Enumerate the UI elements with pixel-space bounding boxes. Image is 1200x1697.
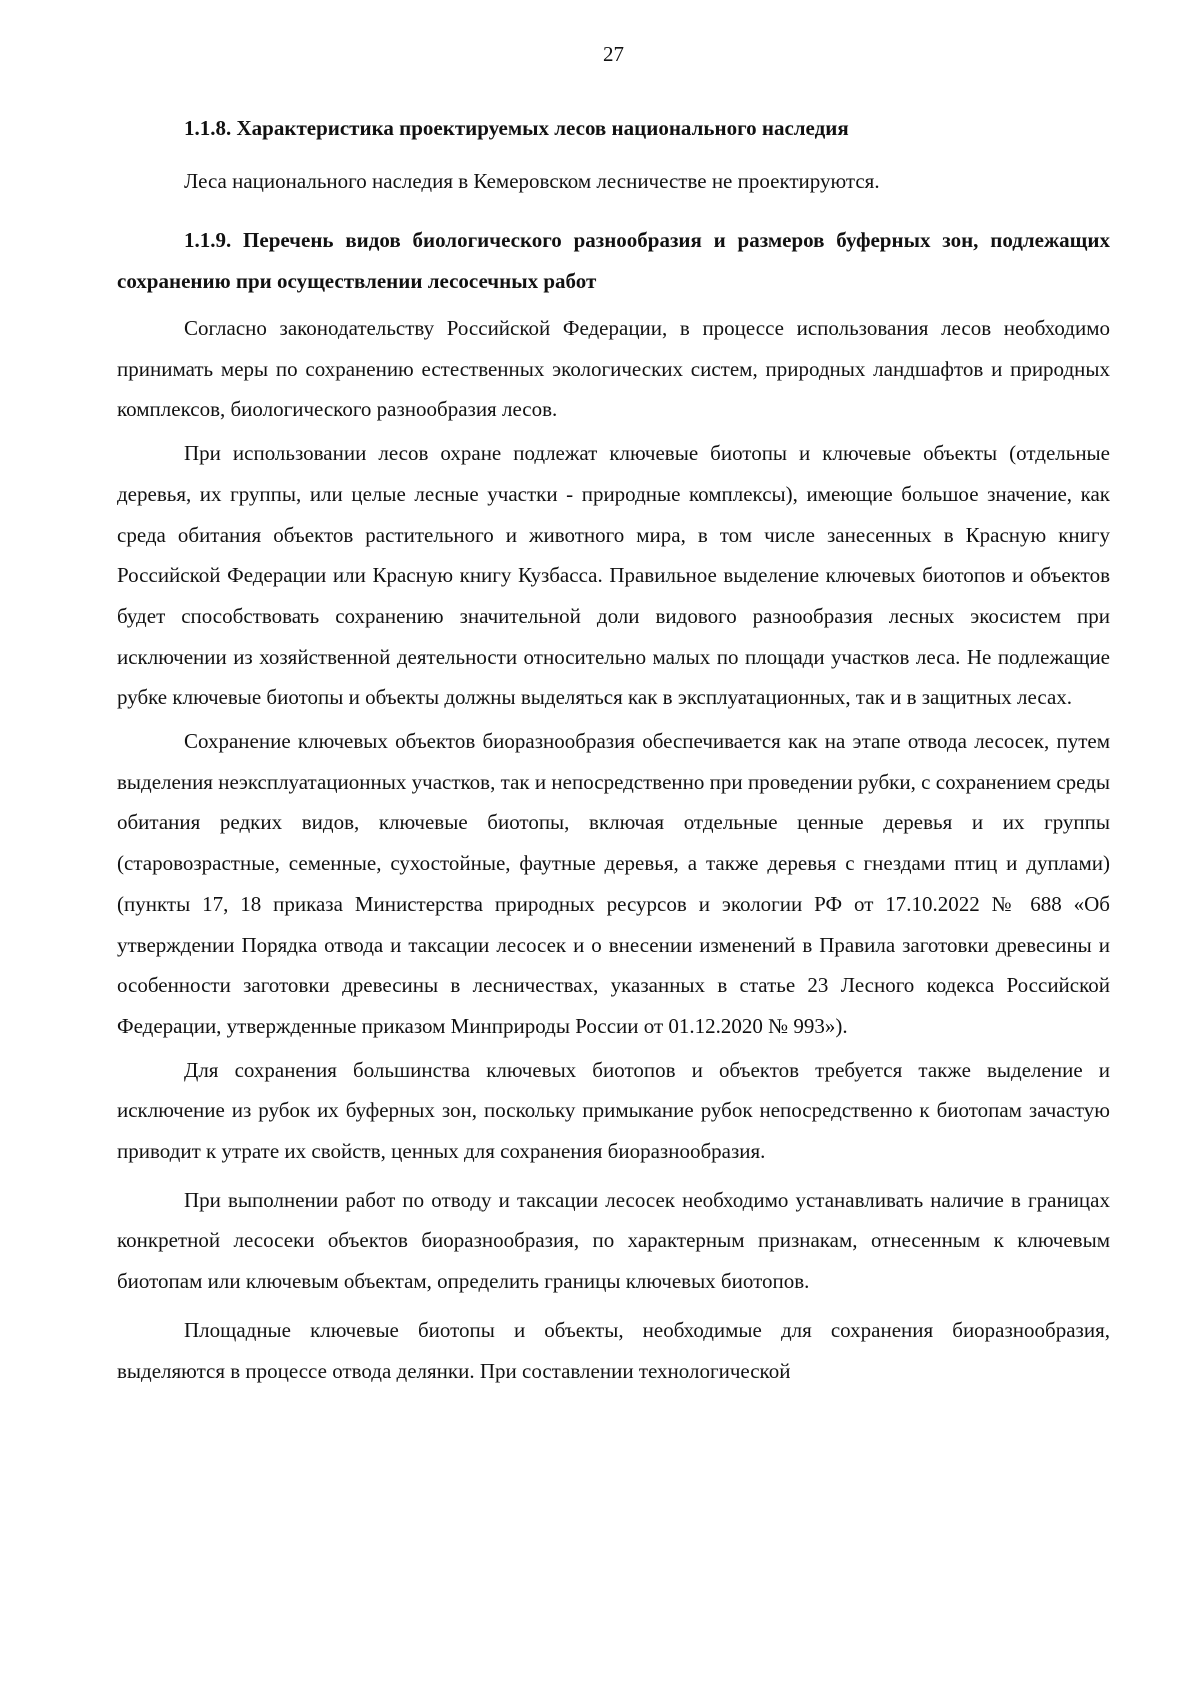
section-1-1-8-text: Леса национального наследия в Кемеровском лесничестве не проектируются. [184, 169, 880, 193]
section-1-1-9-body [117, 308, 1110, 1391]
page-number: 27 [603, 42, 624, 66]
paragraph: При использовании лесов охране подлежат ключевые биотопы и ключевые объекты (отдельные деревья, их группы, или целые лесные участки - природные комплексы), имеющие большое значение, как среда обитания объектов растительного и животного мира, в том числе занесенных в Красную книгу Российской Федерации или Красную книгу Кузбасса. Правильное выделение ключевых биотопов и объектов будет способствовать сохранению значительной доли видового разнообразия лесных экосистем при исключении из хозяйственной деятельности относительно малых по площади участков леса. Не подлежащие рубке ключевые биотопы и объекты должны выделяться как в эксплуатационных, так и в защитных лесах. [117, 441, 1110, 710]
paragraph: Согласно законодательству Российской Федерации, в процессе использования лесов необходимо принимать меры по сохранению естественных экологических систем, природных ландшафтов и природных комплексов, биологического разнообразия лесов. [117, 316, 1110, 422]
paragraph: Сохранение ключевых объектов биоразнообразия обеспечивается как на этапе отвода лесосек, путем выделения неэксплуатационных участков, так и непосредственно при проведении рубки, с сохранением среды обитания редких видов, ключевые биотопы, включая отдельные ценные деревья и их группы (старовозрастные, семенные, сухостойные, фаутные деревья, а также деревья с гнездами птиц и дуплами) (пункты 17, 18 приказа Министерства природных ресурсов и экологии РФ от 17.10.2022 № 688 «Об утверждении Порядка отвода и таксации лесосек и о внесении изменений в Правила заготовки древесины и особенности заготовки древесины в лесничествах, указанных в статье 23 Лесного кодекса Российской Федерации, утвержденные приказом Минприроды России от 01.12.2020 № 993»). [117, 729, 1110, 1038]
paragraph: Для сохранения большинства ключевых биотопов и объектов требуется также выделение и исключение из рубок их буферных зон, поскольку примыкание рубок непосредственно к биотопам зачастую приводит к утрате их свойств, ценных для сохранения биоразнообразия. [117, 1057, 1110, 1164]
section-heading-1-1-9: 1.1.9. Перечень видов биологического разнообразия и размеров буферных зон, подлежащих сохранению при осуществлении лесосечных работ [117, 228, 1110, 293]
paragraph: Площадные ключевые биотопы и объекты, необходимые для сохранения биоразнообразия, выделяются в процессе отвода делянки. При составлении технологической [117, 1317, 1110, 1383]
paragraph: При выполнении работ по отводу и таксации лесосек необходимо устанавливать наличие в границах конкретной лесосеки объектов биоразнообразия, по характерным признакам, отнесенным к ключевым биотопам или ключевым объектам, определить границы ключевых биотопов. [117, 1187, 1110, 1294]
section-heading-1-1-8: 1.1.8. Характеристика проектируемых лесов национального наследия [184, 116, 849, 140]
